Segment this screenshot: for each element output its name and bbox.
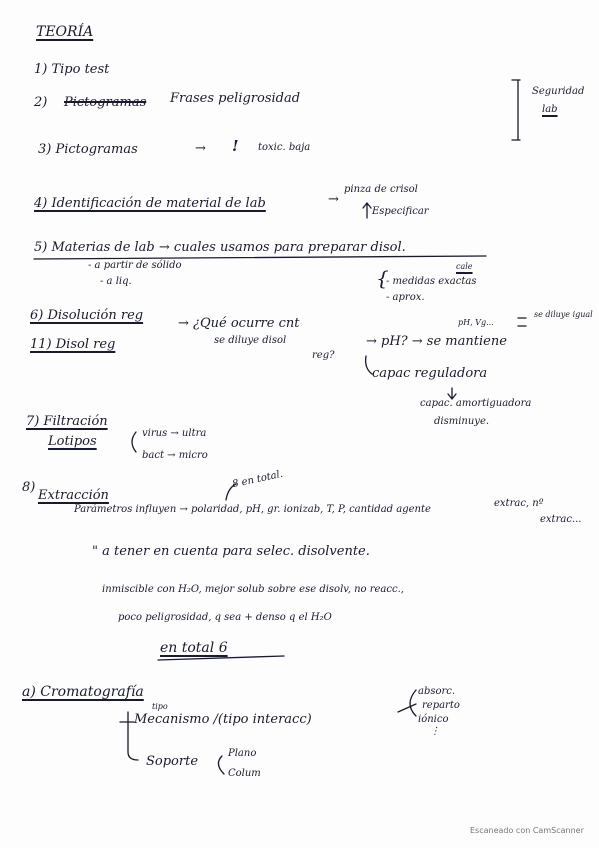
item-8-line-3: inmiscible con H₂O, mejor solub sobre ese disolv, no reacc., <box>102 584 404 595</box>
item-6-text-1: → ¿Qué ocurre cnt <box>178 316 300 331</box>
item-8-params: Parámetros influyen → polaridad, pH, gr. ionizab, T, P, cantidad agente <box>74 504 431 515</box>
item-5-brace: { <box>376 266 389 290</box>
side-note-seguridad: Seguridad <box>532 86 585 97</box>
item-8-number: 8) <box>22 480 36 495</box>
item-8-total-6: en total 6 <box>160 640 228 656</box>
item-11-capac-3: disminuye. <box>434 416 490 427</box>
total-6-underline <box>158 656 284 660</box>
item-2-struck-word: Pictogramas <box>64 95 147 110</box>
up-arrow-icon <box>363 203 371 218</box>
item-5-sub-1: - a partir de sólido <box>88 260 182 271</box>
item-3: 3) Pictogramas <box>38 142 138 157</box>
item-4-note-1: pinza de crisol <box>344 184 418 195</box>
item-2-number: 2) <box>34 95 48 110</box>
item-3-note: toxic. baja <box>258 142 311 153</box>
item-1: 1) Tipo test <box>34 62 110 77</box>
list-brace <box>410 690 416 716</box>
soporte-brace <box>218 756 224 774</box>
page-title: TEORÍA <box>36 24 94 40</box>
item-5-medida-2: - aprox. <box>386 292 425 303</box>
item-9-soporte: Soporte <box>146 754 199 769</box>
item-6-side: pH, Vg... <box>458 318 494 327</box>
item-11-capac-2: capac. amortiguadora <box>420 398 532 409</box>
item-6-side-2: se diluye igual <box>534 310 593 319</box>
exclamation-icon: ! <box>232 137 239 155</box>
item-9-list-2: reparto <box>422 700 460 711</box>
item-4: 4) Identificación de material de lab <box>34 196 266 211</box>
item-9-list-1: absorc. <box>418 686 456 697</box>
item-5-underline <box>34 256 486 259</box>
item-7-virus: virus → ultra <box>142 428 207 439</box>
scanner-watermark: Escaneado con CamScanner <box>470 826 584 835</box>
fraction-marks <box>518 318 526 326</box>
item-7-title: 7) Filtración <box>26 414 108 429</box>
item-6-text-2: se diluye disol <box>214 335 287 346</box>
item-5: 5) Materias de lab → cuales usamos para preparar disol. <box>34 240 406 255</box>
item-11: 11) Disol reg <box>30 337 116 352</box>
item-9-title: a) Cromatografía <box>22 684 144 700</box>
item-6-text-3: reg? <box>312 350 335 361</box>
item-9-colum: Colum <box>228 768 261 779</box>
item-9-list-3: iónico <box>418 714 449 725</box>
item-8-line-4: poco peligrosidad, q sea + denso q el H₂O <box>118 612 332 623</box>
item-8-title: Extracción <box>38 488 109 503</box>
item-8-total: 8 en total. <box>231 468 284 491</box>
item-4-arrow: → <box>328 192 339 207</box>
item-5-sub-2: - a liq. <box>100 276 132 287</box>
item-8-line-2: " a tener en cuenta para selec. disolvente. <box>92 544 370 559</box>
item-9-tipo: tipo <box>152 702 168 711</box>
item-9-mecanismo: Mecanismo /(tipo interacc) <box>134 712 312 727</box>
item-11-capac: capac reguladora <box>372 366 488 381</box>
item-6: 6) Disolución reg <box>30 308 144 323</box>
filtration-brace <box>132 432 136 452</box>
side-note-lab: lab <box>542 104 558 115</box>
item-9-dots: ⋮ <box>430 726 440 737</box>
item-4-note-2: Especificar <box>372 206 429 217</box>
item-2-text: Frases peligrosidad <box>170 91 301 106</box>
item-8-params-2: extrac, nº <box>494 498 544 509</box>
item-7-sub: Lotipos <box>48 434 97 449</box>
item-9-plano: Plano <box>228 748 257 759</box>
item-11-arrow: → pH? → se mantiene <box>366 334 507 349</box>
item-8-params-3: extrac... <box>540 514 582 525</box>
item-7-bact: bact → micro <box>142 450 208 461</box>
item-5-cale: cale <box>456 262 473 271</box>
item-3-arrow: → <box>195 141 206 156</box>
item-5-medida-1: - medidas exactas <box>386 276 477 287</box>
list-arrow <box>398 704 416 712</box>
